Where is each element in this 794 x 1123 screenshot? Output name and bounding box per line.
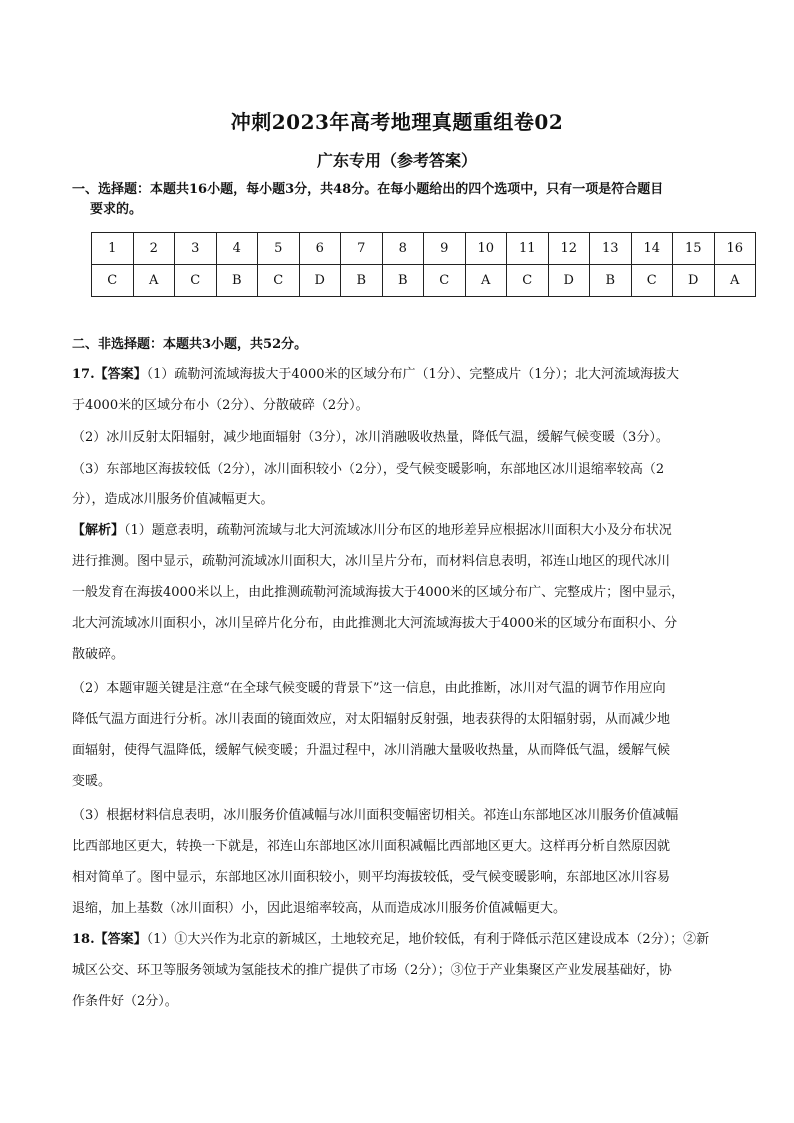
question-number-cell: 11: [507, 233, 549, 265]
question-number-cell: 6: [299, 233, 341, 265]
answer-cell: A: [714, 265, 756, 297]
question-number-cell: 5: [258, 233, 300, 265]
answer-table: [91, 232, 756, 297]
q17-analysis-label: 【解析】: [72, 523, 125, 538]
answer-cell: D: [673, 265, 715, 297]
question-number-cell: 14: [631, 233, 673, 265]
q17-analysis-part3-line4: 退缩，加上基数（冰川面积）小，因此退缩率较高，从而造成冰川服务价值减幅更大。: [72, 901, 567, 916]
question-number-cell: 9: [424, 233, 466, 265]
q18-answer-line2: 城区公交、环卫等服务领域为氢能技术的推广提供了市场（2分）；③位于产业集聚区产业发展基础好，协: [72, 963, 672, 978]
question-number-cell: 7: [341, 233, 383, 265]
section2-heading: 二、非选择题：本题共3小题，共52分。: [72, 337, 308, 352]
q17-analysis-part3-line3: 相对简单了。图中显示，东部地区冰川面积较小，则平均海拔较低，受气候变暖影响，东部地区冰川容易: [72, 870, 671, 885]
section1-heading: 一、选择题：本题共16小题，每小题3分，共48分。在每小题给出的四个选项中，只有一项是符合题目: [72, 182, 664, 197]
question-number-cell: 2: [133, 233, 175, 265]
question-number-cell: 3: [175, 233, 217, 265]
page-title: 冲刺2023年高考地理真题重组卷02: [230, 110, 564, 134]
q17-answer-part2: （2）冰川反射太阳辐射，减少地面辐射（3分），冰川消融吸收热量，降低气温，缓解气候变暖（3分）。: [72, 430, 669, 445]
q17-analysis-line3: 一般发育在海拔4000米以上，由此推测疏勒河流域海拔大于4000米的区域分布广、完整成片；图中显示，: [72, 585, 685, 600]
page-subtitle: 广东专用（参考答案）: [316, 151, 477, 170]
q17-analysis-line5: 散破碎。: [72, 647, 125, 662]
q17-analysis-part3-line2: 比西部地区更大，转换一下就是，祁连山东部地区冰川面积减幅比西部地区更大。这样再分析自然原因就: [72, 839, 671, 854]
question-number-cell: 13: [590, 233, 632, 265]
answer-cell: B: [382, 265, 424, 297]
q17-analysis-part3-line1: （3）根据材料信息表明，冰川服务价值减幅与冰川面积变幅密切相关。祁连山东部地区冰川服务价值减幅: [72, 808, 679, 823]
q18-answer-line3: 作条件好（2分）。: [72, 994, 178, 1009]
question-number-cell: 10: [465, 233, 507, 265]
q17-analysis-line4: 北大河流域冰川面积小，冰川呈碎片化分布，由此推测北大河流域海拔大于4000米的区域分布面积小、分: [72, 616, 678, 631]
answer-cell: A: [133, 265, 175, 297]
answer-cell: B: [590, 265, 632, 297]
q17-answer-line2: 于4000米的区域分布小（2分）、分散破碎（2分）。: [72, 398, 369, 413]
q17-analysis-part2-line4: 变暖。: [72, 774, 112, 789]
q18-answer-line1: 18.【答案】（1）①大兴作为北京的新城区，土地较充足，地价较低，有利于降低示范区建设成本（2分）；②新: [72, 932, 710, 947]
q18-answer-label: 18.【答案】: [72, 932, 147, 947]
answer-cell: C: [175, 265, 217, 297]
answer-cell: C: [507, 265, 549, 297]
question-number-cell: 1: [92, 233, 134, 265]
question-number-cell: 12: [548, 233, 590, 265]
question-number-cell: 4: [216, 233, 258, 265]
q17-analysis-part2-line2: 降低气温方面进行分析。冰川表面的镜面效应，对太阳辐射反射强，地表获得的太阳辐射弱，从而减少地: [72, 712, 671, 727]
q17-answer-label: 17.【答案】: [72, 367, 147, 382]
q17-answer-part3-line2: 分），造成冰川服务价值减幅更大。: [72, 492, 274, 507]
answer-cell: C: [424, 265, 466, 297]
answer-table-number-row: [92, 233, 756, 265]
answer-cell: D: [548, 265, 590, 297]
answer-cell: D: [299, 265, 341, 297]
question-number-cell: 16: [714, 233, 756, 265]
question-number-cell: 15: [673, 233, 715, 265]
question-number-cell: 8: [382, 233, 424, 265]
q17-answer-line1: 17.【答案】（1）疏勒河流域海拔大于4000米的区域分布广（1分）、完整成片（1分）；北大河流域海拔大: [72, 367, 680, 382]
section1-heading-cont: 要求的。: [90, 202, 143, 217]
q17-analysis-line1: 【解析】（1）题意表明，疏勒河流域与北大河流域冰川分布区的地形差异应根据冰川面积大小及分布状况: [72, 523, 672, 538]
q17-analysis-part2-line1: （2）本题审题关键是注意“在全球气候变暖的背景下”这一信息，由此推断，冰川对气温的调节作用应向: [72, 681, 666, 696]
q17-analysis-part2-line3: 面辐射，使得气温降低，缓解气候变暖；升温过程中，冰川消融大量吸收热量，从而降低气温，缓解气候: [72, 743, 671, 758]
answer-cell: A: [465, 265, 507, 297]
q17-analysis-line2: 进行推测。图中显示，疏勒河流域冰川面积大，冰川呈片分布，而材料信息表明，祁连山地区的现代冰川: [72, 554, 671, 569]
answer-cell: C: [92, 265, 134, 297]
answer-cell: C: [258, 265, 300, 297]
q17-answer-part3-line1: （3）东部地区海拔较低（2分），冰川面积较小（2分），受气候变暖影响，东部地区冰川退缩率较高（2: [72, 462, 665, 477]
answer-cell: B: [341, 265, 383, 297]
answer-table-answer-row: [92, 265, 756, 297]
answer-cell: B: [216, 265, 258, 297]
answer-cell: C: [631, 265, 673, 297]
